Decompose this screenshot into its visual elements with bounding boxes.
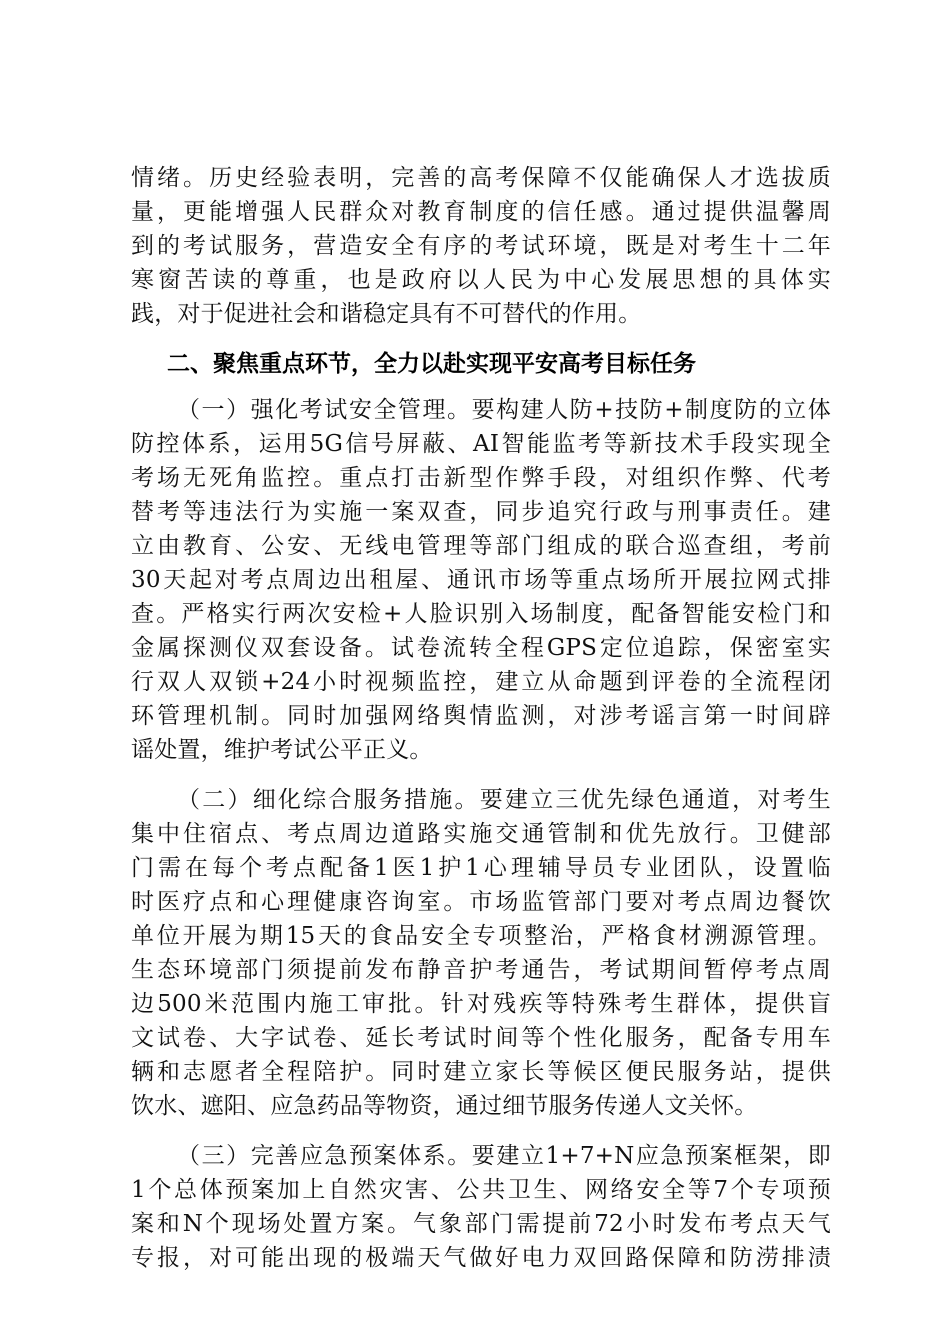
section-heading: 二、聚焦重点环节，全力以赴实现平安高考目标任务 bbox=[167, 351, 696, 377]
text-line: 时医疗点和心理健康咨询室。市场监管部门要对考点周边餐饮 bbox=[131, 889, 831, 915]
text-line: 1个总体预案加上自然灾害、公共卫生、网络安全等7个专项预 bbox=[131, 1177, 831, 1203]
text-line: 量，更能增强人民群众对教育制度的信任感。通过提供温馨周 bbox=[131, 199, 831, 225]
text-line: 行双人双锁+24小时视频监控，建立从命题到评卷的全流程闭 bbox=[131, 669, 831, 695]
text-line: 查。严格实行两次安检+人脸识别入场制度，配备智能安检门和 bbox=[131, 601, 831, 627]
text-line: 寒窗苦读的尊重，也是政府以人民为中心发展思想的具体实 bbox=[131, 267, 831, 293]
paragraph-continuation bbox=[131, 161, 831, 331]
text-line: 考场无死角监控。重点打击新型作弊手段，对组织作弊、代考 bbox=[131, 465, 831, 491]
text-line: 替考等违法行为实施一案双查，同步追究行政与刑事责任。建 bbox=[131, 499, 831, 525]
text-line: （二）细化综合服务措施。要建立三优先绿色通道，对考生 bbox=[177, 787, 831, 813]
text-line: 集中住宿点、考点周边道路实施交通管制和优先放行。卫健部 bbox=[131, 821, 831, 847]
text-line: 践，对于促进社会和谐稳定具有不可替代的作用。 bbox=[131, 301, 642, 327]
paragraph-exam-security bbox=[131, 393, 831, 767]
text-line: 生态环境部门须提前发布静音护考通告，考试期间暂停考点周 bbox=[131, 957, 831, 983]
text-line: 立由教育、公安、无线电管理等部门组成的联合巡查组，考前 bbox=[131, 533, 831, 559]
text-line: 情绪。历史经验表明，完善的高考保障不仅能确保人才选拔质 bbox=[131, 165, 831, 191]
text-line: 饮水、遮阳、应急药品等物资，通过细节服务传递人文关怀。 bbox=[131, 1093, 758, 1119]
text-line: 谣处置，维护考试公平正义。 bbox=[131, 737, 433, 763]
text-line: （一）强化考试安全管理。要构建人防+技防+制度防的立体 bbox=[177, 397, 831, 423]
text-line: 文试卷、大字试卷、延长考试时间等个性化服务，配备专用车 bbox=[131, 1025, 831, 1051]
text-line: 辆和志愿者全程陪护。同时建立家长等候区便民服务站，提供 bbox=[131, 1059, 831, 1085]
text-line: （三）完善应急预案体系。要建立1+7+N应急预案框架，即 bbox=[177, 1143, 831, 1169]
paragraph-service-measures bbox=[131, 783, 831, 1123]
text-line: 门需在每个考点配备1医1护1心理辅导员专业团队，设置临 bbox=[131, 855, 831, 881]
text-line: 到的考试服务，营造安全有序的考试环境，既是对考生十二年 bbox=[131, 233, 831, 259]
document-body bbox=[131, 161, 831, 1291]
text-line: 边500米范围内施工审批。针对残疾等特殊考生群体，提供盲 bbox=[131, 991, 831, 1017]
paragraph-emergency-plan bbox=[131, 1139, 831, 1275]
text-line: 金属探测仪双套设备。试卷流转全程GPS定位追踪，保密室实 bbox=[131, 635, 831, 661]
text-line: 防控体系，运用5G信号屏蔽、AI智能监考等新技术手段实现全 bbox=[131, 431, 831, 457]
text-line: 专报，对可能出现的极端天气做好电力双回路保障和防涝排渍 bbox=[131, 1245, 831, 1271]
text-line: 环管理机制。同时加强网络舆情监测，对涉考谣言第一时间辟 bbox=[131, 703, 831, 729]
text-line: 30天起对考点周边出租屋、通讯市场等重点场所开展拉网式排 bbox=[131, 567, 831, 593]
text-line: 单位开展为期15天的食品安全专项整治，严格食材溯源管理。 bbox=[131, 923, 831, 949]
text-line: 案和N个现场处置方案。气象部门需提前72小时发布考点天气 bbox=[131, 1211, 831, 1237]
